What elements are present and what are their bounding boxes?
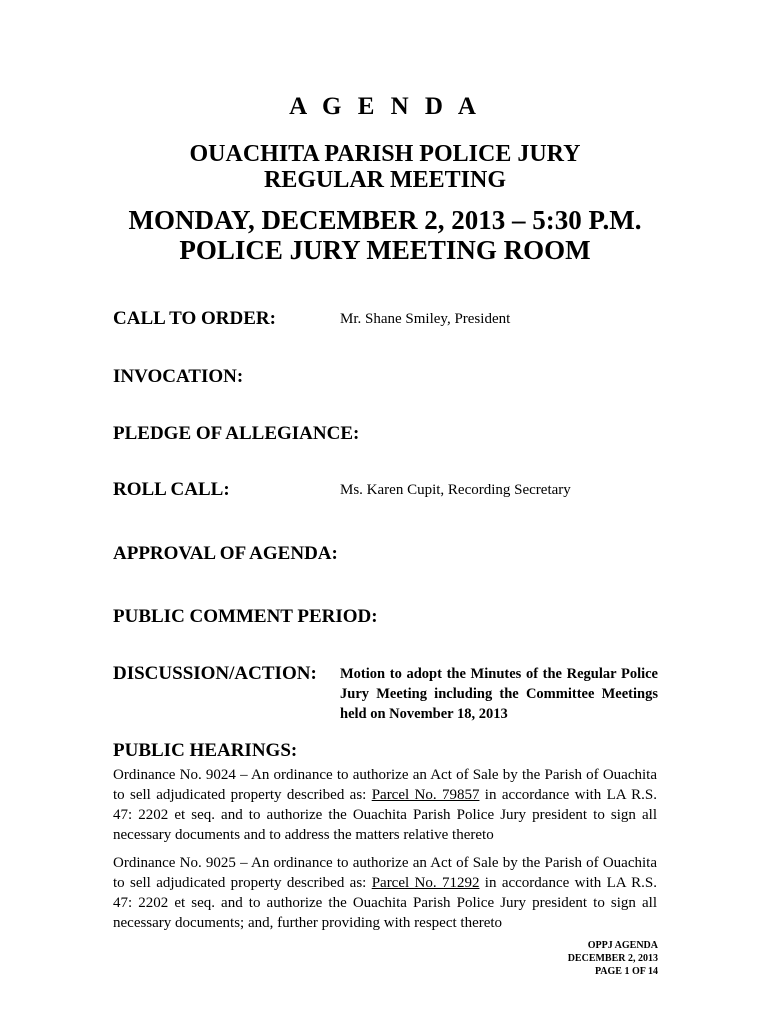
meeting-location: POLICE JURY MEETING ROOM	[179, 235, 591, 265]
organization-name: OUACHITA PARISH POLICE JURY	[189, 141, 581, 167]
meeting-type: REGULAR MEETING	[263, 167, 507, 193]
invocation-label: INVOCATION:	[113, 366, 244, 387]
parcel-number: Parcel No. 71292	[371, 875, 480, 891]
footer-date: DECEMBER 2, 2013	[567, 953, 658, 964]
ordinance-9025	[113, 853, 657, 933]
call-to-order-label: CALL TO ORDER:	[113, 308, 276, 329]
public-comment-label: PUBLIC COMMENT PERIOD:	[113, 606, 378, 627]
ordinance-9024	[113, 765, 657, 845]
meeting-date-time: MONDAY, DECEMBER 2, 2013 – 5:30 P.M.	[128, 205, 642, 235]
roll-call-label: ROLL CALL:	[113, 479, 230, 500]
approval-label: APPROVAL OF AGENDA:	[113, 543, 338, 564]
roll-call-value: Ms. Karen Cupit, Recording Secretary	[340, 482, 571, 498]
ordinance-text: in accordance with LA R.S. 47: 2202 et seq. and to authorize the Ouachita Parish Police Jury president to sign all necessary documents and to address the matters relative thereto	[113, 787, 657, 843]
agenda-title: A G E N D A	[289, 93, 481, 120]
pledge-label: PLEDGE OF ALLEGIANCE:	[113, 423, 360, 444]
page-footer	[568, 939, 658, 978]
discussion-label: DISCUSSION/ACTION:	[113, 663, 317, 684]
call-to-order-value: Mr. Shane Smiley, President	[340, 311, 511, 327]
discussion-motion-text: Motion to adopt the Minutes of the Regular Police Jury Meeting including the Committee Meetings held on November 18, 2013	[340, 666, 658, 722]
ordinance-text: in accordance with LA R.S. 47: 2202 et seq. and to authorize the Ouachita Parish Police Jury president to sign all necessary documents; and, further providing with respect thereto	[113, 875, 657, 931]
ordinance-text: Ordinance No. 9025 – An ordinance to authorize an Act of Sale by the Parish of Ouachita to sell adjudicated property described as:	[113, 855, 657, 891]
ordinance-text: Ordinance No. 9024 – An ordinance to authorize an Act of Sale by the Parish of Ouachita to sell adjudicated property described as:	[113, 767, 657, 803]
public-hearings-label: PUBLIC HEARINGS:	[113, 740, 298, 761]
footer-title: OPPJ AGENDA	[587, 940, 658, 951]
footer-page-number: PAGE 1 OF 14	[594, 966, 658, 977]
parcel-number: Parcel No. 79857	[371, 787, 480, 803]
